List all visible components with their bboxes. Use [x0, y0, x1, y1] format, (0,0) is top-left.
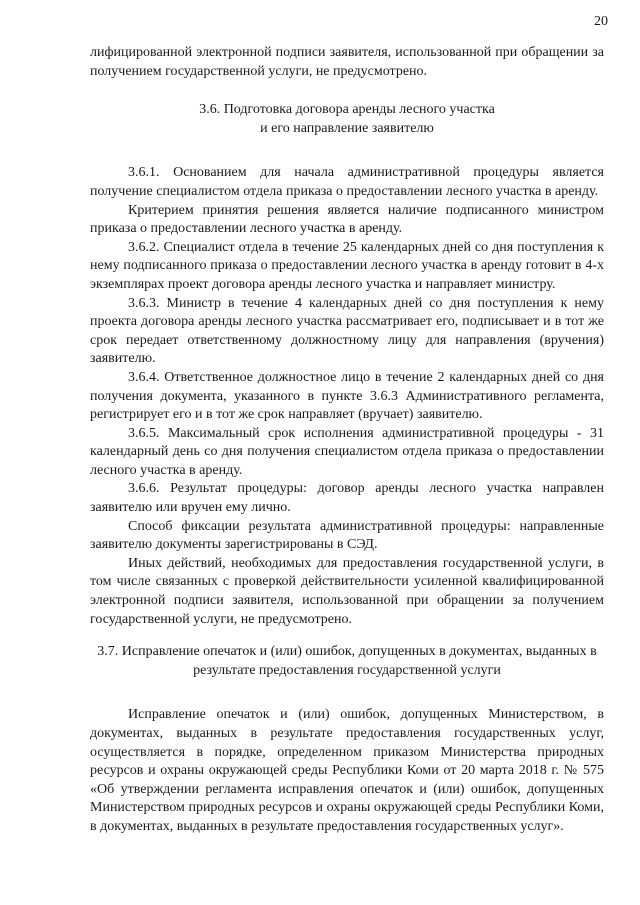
paragraph-3-6-3: 3.6.3. Министр в течение 4 календарных дней со дня поступления к нему проекта договора аренды лесного участка рассматривает его, подписывает и в тот же срок передает ответственному должностному лицу для направления (вручения) заявителю.	[90, 295, 604, 367]
section-3-6-title-line2: и его направление заявителю	[260, 120, 434, 136]
paragraph-3-6-2: 3.6.2. Специалист отдела в течение 25 календарных дней со дня поступления к нему подписанного приказа о предоставлении лесного участка в аренду готовит в 4-х экземплярах проект договора аренды лесного участка и направляет министру.	[90, 239, 604, 292]
section-3-6-title-line1: 3.6. Подготовка договора аренды лесного участка	[199, 102, 495, 118]
paragraph-other-actions: Иных действий, необходимых для предоставления государственной услуги, в том числе связанных с проверкой действительности усиленной квалифицированной электронной подписи заявителя, использованной при обращении за получением государственной услуги, не предусмотрено.	[90, 555, 604, 627]
section-3-7-title: 3.7. Исправление опечаток и (или) ошибок, допущенных в документах, выданных в результате предоставления государственной услуги	[97, 644, 597, 678]
paragraph-3-6-5: 3.6.5. Максимальный срок исполнения административной процедуры - 31 календарный день со дня получения специалистом отдела приказа о предоставлении лесного участка в аренду.	[90, 425, 604, 478]
paragraph-3-7: Исправление опечаток и (или) ошибок, допущенных Министерством, в документах, выданных в результате предоставления государственных услуг, осуществляется в порядке, определенном приказом Министерства природных ресурсов и охраны окружающей среды Республики Коми от 20 марта 2018 г. № 575 «Об утверждении регламента исправления опечаток и (или) ошибок, допущенных Министерством природных ресурсов и охраны окружающей среды Республики Коми, в документах, выданных в результате предоставления государственных услуг».	[90, 707, 604, 834]
paragraph-3-6-4: 3.6.4. Ответственное должностное лицо в течение 2 календарных дней со дня получения документа, указанного в пункте 3.6.3 Административного регламента, регистрирует его и в тот же срок направляет (вручает) заявителю.	[90, 369, 604, 423]
document-body	[90, 44, 604, 837]
paragraph-criterion: Критерием принятия решения является наличие подписанного министром приказа о предоставлении лесного участка в аренду.	[90, 202, 604, 237]
paragraph-3-6-1: 3.6.1. Основанием для начала административной процедуры является получение специалистом отдела приказа о предоставлении лесного участка в аренду.	[90, 165, 604, 199]
paragraph-fixation: Способ фиксации результата административной процедуры: направленные заявителю документы зарегистрированы в СЭД.	[90, 518, 604, 553]
paragraph-continuation: лифицированной электронной подписи заявителя, использованной при обращении за получением государственной услуги, не предусмотрено.	[90, 45, 604, 79]
paragraph-3-6-6: 3.6.6. Результат процедуры: договор аренды лесного участка направлен заявителю или вручен ему лично.	[90, 481, 604, 516]
page-number: 20	[594, 14, 608, 29]
